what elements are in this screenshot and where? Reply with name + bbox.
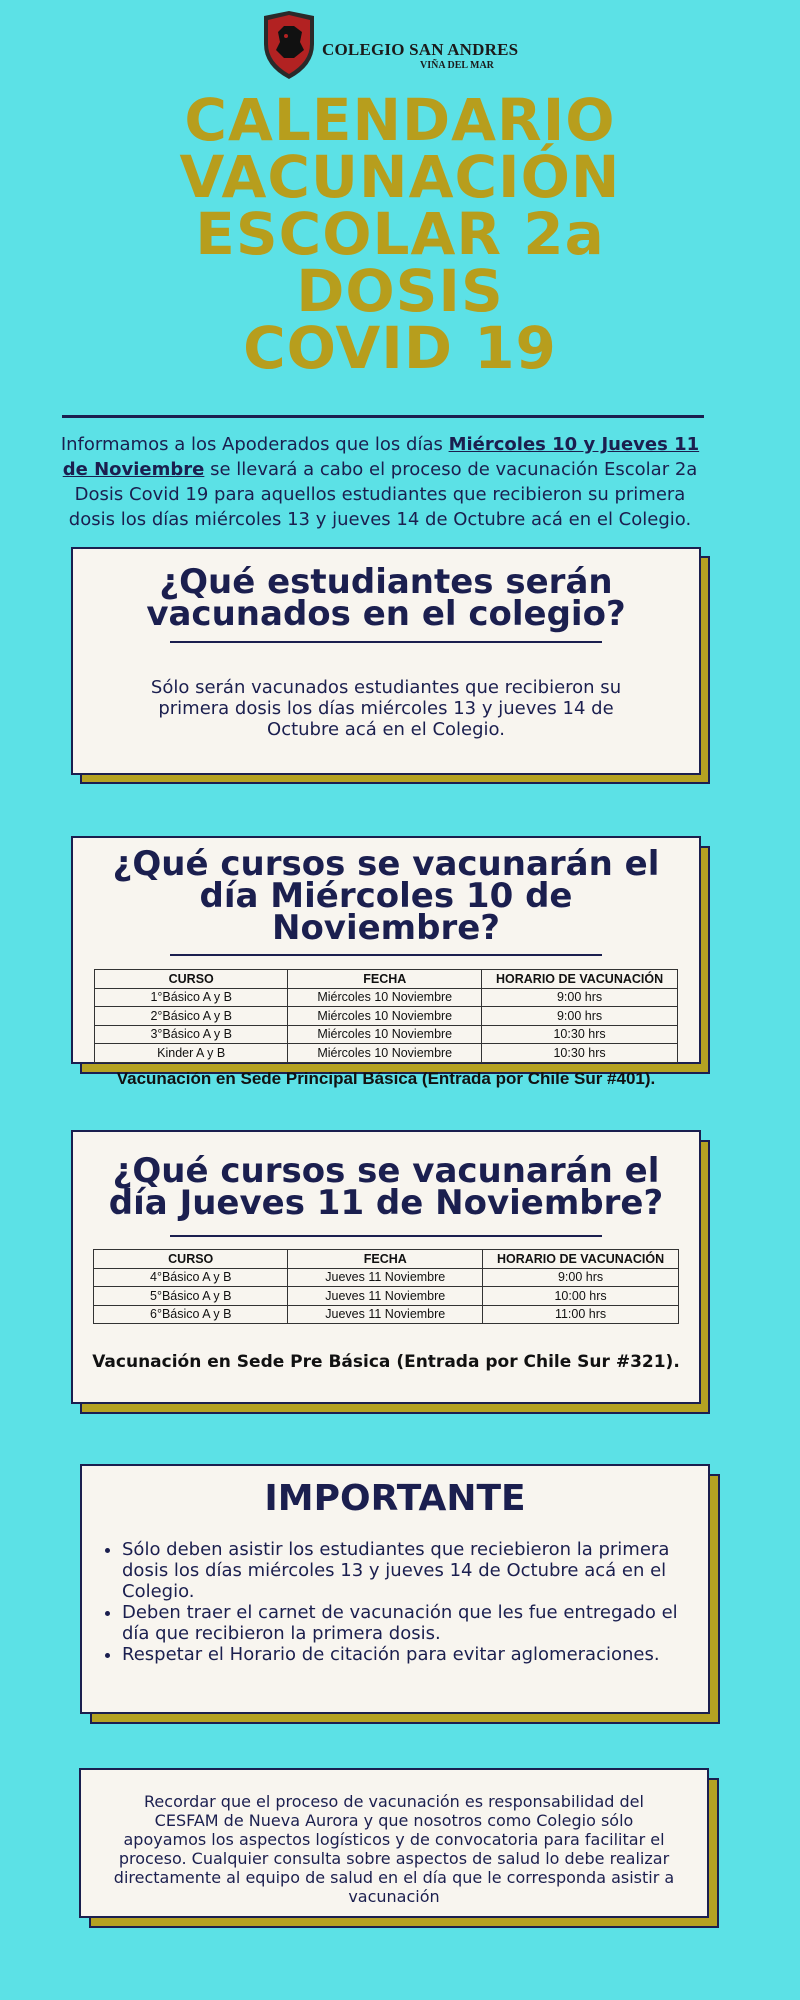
card-note xyxy=(79,1768,709,1918)
table-cell: 3°Básico A y B xyxy=(95,1025,288,1044)
wednesday-table xyxy=(94,969,678,1063)
school-shield-icon xyxy=(260,10,318,80)
column-header: CURSO xyxy=(95,970,288,989)
table-row xyxy=(95,1044,678,1063)
table-cell: Miércoles 10 Noviembre xyxy=(288,1025,482,1044)
intro-before: Informamos a los Apoderados que los días xyxy=(60,434,449,455)
table-header-row xyxy=(94,1250,679,1269)
intro-dates-highlight: Miércoles 10 y Jueves 11 de Noviembre xyxy=(62,434,700,480)
section-title: ¿Qué estudiantes serán vacunados en el colegio? xyxy=(146,562,626,634)
table-cell: 9:00 hrs xyxy=(482,1007,678,1026)
table-cell: 10:30 hrs xyxy=(482,1044,678,1063)
list-item: • Sólo deben asistir los estudiantes que reciebieron la primera dosis los días miércoles 13 y jueves 14 de Octubre acá en el Colegio. xyxy=(122,1539,684,1602)
table-cell: Jueves 11 Noviembre xyxy=(288,1287,483,1306)
table-cell: 5°Básico A y B xyxy=(94,1287,288,1306)
school-logo xyxy=(260,8,520,80)
column-header: FECHA xyxy=(288,970,482,989)
section-text: Sólo serán vacunados estudiantes que recibieron su primera dosis los días miércoles 13 y jueves 14 de Octubre acá en el Colegio. xyxy=(150,677,622,740)
card-important xyxy=(80,1464,710,1714)
table-cell: 9:00 hrs xyxy=(482,988,678,1007)
table-cell: Miércoles 10 Noviembre xyxy=(288,1044,482,1063)
table-cell: Miércoles 10 Noviembre xyxy=(288,1007,482,1026)
table-cell: 10:00 hrs xyxy=(483,1287,679,1306)
section-divider xyxy=(170,641,602,643)
table-row xyxy=(94,1305,679,1324)
table-row xyxy=(95,988,678,1007)
table-cell: 9:00 hrs xyxy=(483,1268,679,1287)
important-list xyxy=(82,1539,708,1665)
table-cell: Kinder A y B xyxy=(95,1044,288,1063)
table-row xyxy=(95,1025,678,1044)
title-line: CALENDARIO xyxy=(184,86,616,154)
table-cell: Jueves 11 Noviembre xyxy=(288,1305,483,1324)
card-thursday-schedule xyxy=(71,1130,701,1404)
intro-paragraph xyxy=(60,432,700,532)
table-cell: 1°Básico A y B xyxy=(95,988,288,1007)
table-cell: 2°Básico A y B xyxy=(95,1007,288,1026)
table-row xyxy=(94,1268,679,1287)
table-cell: 6°Básico A y B xyxy=(94,1305,288,1324)
table-cell: 11:00 hrs xyxy=(483,1305,679,1324)
column-header: HORARIO DE VACUNACIÓN xyxy=(483,1250,679,1269)
title-line: ESCOLAR 2a xyxy=(195,200,605,268)
title-line: DOSIS xyxy=(296,257,504,325)
table-row xyxy=(95,1007,678,1026)
title-line: VACUNACIÓN xyxy=(179,143,621,211)
column-header: HORARIO DE VACUNACIÓN xyxy=(482,970,678,989)
school-name: COLEGIO SAN ANDRES xyxy=(322,40,519,59)
school-city: VIÑA DEL MAR xyxy=(420,60,494,71)
vaccination-location: Vacunación en Sede Principal Básica (Entrada por Chile Sur #401). xyxy=(116,1068,656,1088)
thursday-table xyxy=(93,1249,679,1324)
table-cell: 10:30 hrs xyxy=(482,1025,678,1044)
table-row xyxy=(94,1287,679,1306)
list-item: • Deben traer el carnet de vacunación que les fue entregado el día que recibieron la primera dosis. xyxy=(122,1602,684,1644)
important-title: IMPORTANTE xyxy=(264,1478,526,1519)
title-divider xyxy=(62,415,704,418)
column-header: FECHA xyxy=(288,1250,483,1269)
table-header-row xyxy=(95,970,678,989)
vaccination-location: Vacunación en Sede Pre Básica (Entrada por Chile Sur #321). xyxy=(92,1352,680,1372)
section-title: ¿Qué cursos se vacunarán el día Miércoles 10 de Noviembre? xyxy=(112,844,660,948)
table-cell: Miércoles 10 Noviembre xyxy=(288,988,482,1007)
list-item: • Respetar el Horario de citación para evitar aglomeraciones. xyxy=(122,1644,684,1665)
section-divider xyxy=(170,1235,602,1237)
column-header: CURSO xyxy=(94,1250,288,1269)
section-divider xyxy=(170,954,602,956)
card-which-students xyxy=(71,547,701,775)
note-text: Recordar que el proceso de vacunación es responsabilidad del CESFAM de Nueva Aurora y que nosotros como Colegio sólo apoyamos los aspectos logísticos y de convocatoria para facilitar el proceso. Cualquier consulta sobre aspectos de salud lo debe realizar directamente al equipo de salud en el día que le corresponda asistir a vacunación xyxy=(113,1792,675,1906)
card-wednesday-schedule xyxy=(71,836,701,1088)
title-line: COVID 19 xyxy=(243,314,557,382)
table-cell: 4°Básico A y B xyxy=(94,1268,288,1287)
section-title: ¿Qué cursos se vacunarán el día Jueves 11 de Noviembre? xyxy=(108,1151,664,1223)
page-title xyxy=(100,86,700,382)
table-cell: Jueves 11 Noviembre xyxy=(288,1268,483,1287)
intro-after: se llevará a cabo el proceso de vacunación Escolar 2a Dosis Covid 19 para aquellos estudiantes que recibieron su primera dosis los días miércoles 13 y jueves 14 de Octubre acá en el Colegio. xyxy=(68,459,698,530)
